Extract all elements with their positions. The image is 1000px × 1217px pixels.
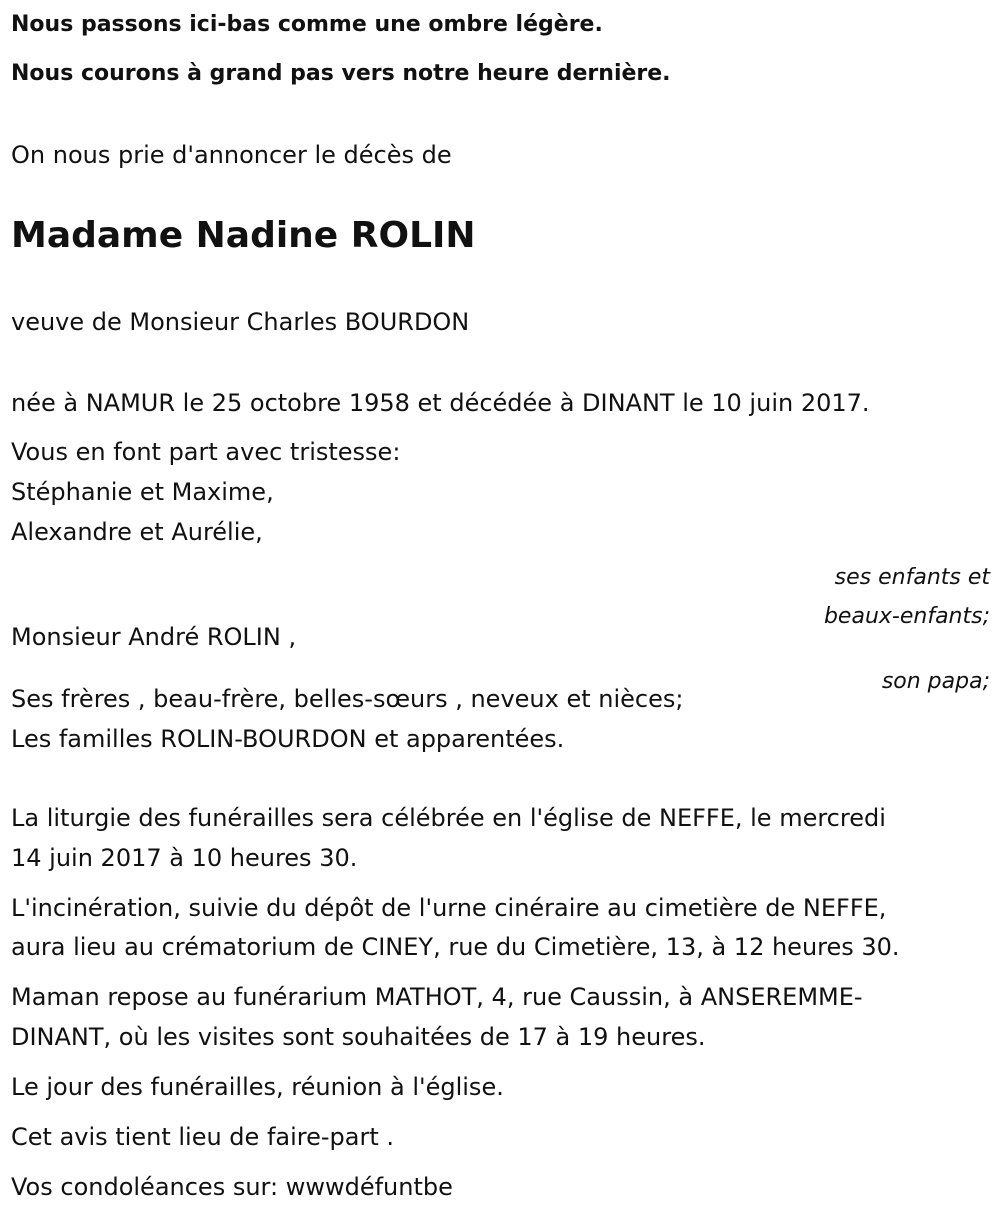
children-role-line-1: ses enfants et (834, 565, 990, 590)
deceased-name: Madame Nadine ROLIN (11, 215, 476, 256)
children-line-1: Stéphanie et Maxime, (11, 478, 274, 506)
condolences-line: Vos condoléances sur: wwwdéfuntbe (11, 1173, 453, 1201)
repose-line-1: Maman repose au funérarium MATHOT, 4, rue Caussin, à ANSEREMME- (11, 983, 863, 1011)
liturgy-line-2: 14 juin 2017 à 10 heures 30. (11, 844, 358, 872)
cremation-line-2: aura lieu au crématorium de CINEY, rue du Cimetière, 13, à 12 heures 30. (11, 933, 900, 961)
children-role-line-2: beaux-enfants; (823, 604, 990, 629)
children-line-2: Alexandre et Aurélie, (11, 518, 263, 546)
father-line: Monsieur André ROLIN , (11, 623, 297, 651)
verse-line-2: Nous courons à grand pas vers notre heure dernière. (11, 61, 671, 86)
repose-line-2: DINANT, où les visites sont souhaitées de 17 à 19 heures. (11, 1023, 706, 1051)
widow-of-line: veuve de Monsieur Charles BOURDON (11, 308, 470, 336)
notice-line: Cet avis tient lieu de faire-part . (11, 1123, 395, 1151)
liturgy-line-1: La liturgie des funérailles sera célébrée en l'église de NEFFE, le mercredi (11, 804, 886, 832)
birth-death-line: née à NAMUR le 25 octobre 1958 et décédée à DINANT le 10 juin 2017. (11, 389, 870, 417)
father-role: son papa; (881, 669, 990, 694)
announcement-intro: On nous prie d'annoncer le décès de (11, 141, 452, 169)
families-line: Les familles ROLIN-BOURDON et apparentées. (11, 725, 565, 753)
cremation-line-1: L'incinération, suivie du dépôt de l'urne cinéraire au cimetière de NEFFE, (11, 894, 887, 922)
meeting-line: Le jour des funérailles, réunion à l'église. (11, 1073, 504, 1101)
verse-line-1: Nous passons ici-bas comme une ombre légère. (11, 12, 603, 37)
family-intro: Vous en font part avec tristesse: (11, 438, 401, 466)
siblings-line: Ses frères , beau-frère, belles-sœurs , neveux et nièces; (11, 685, 684, 713)
